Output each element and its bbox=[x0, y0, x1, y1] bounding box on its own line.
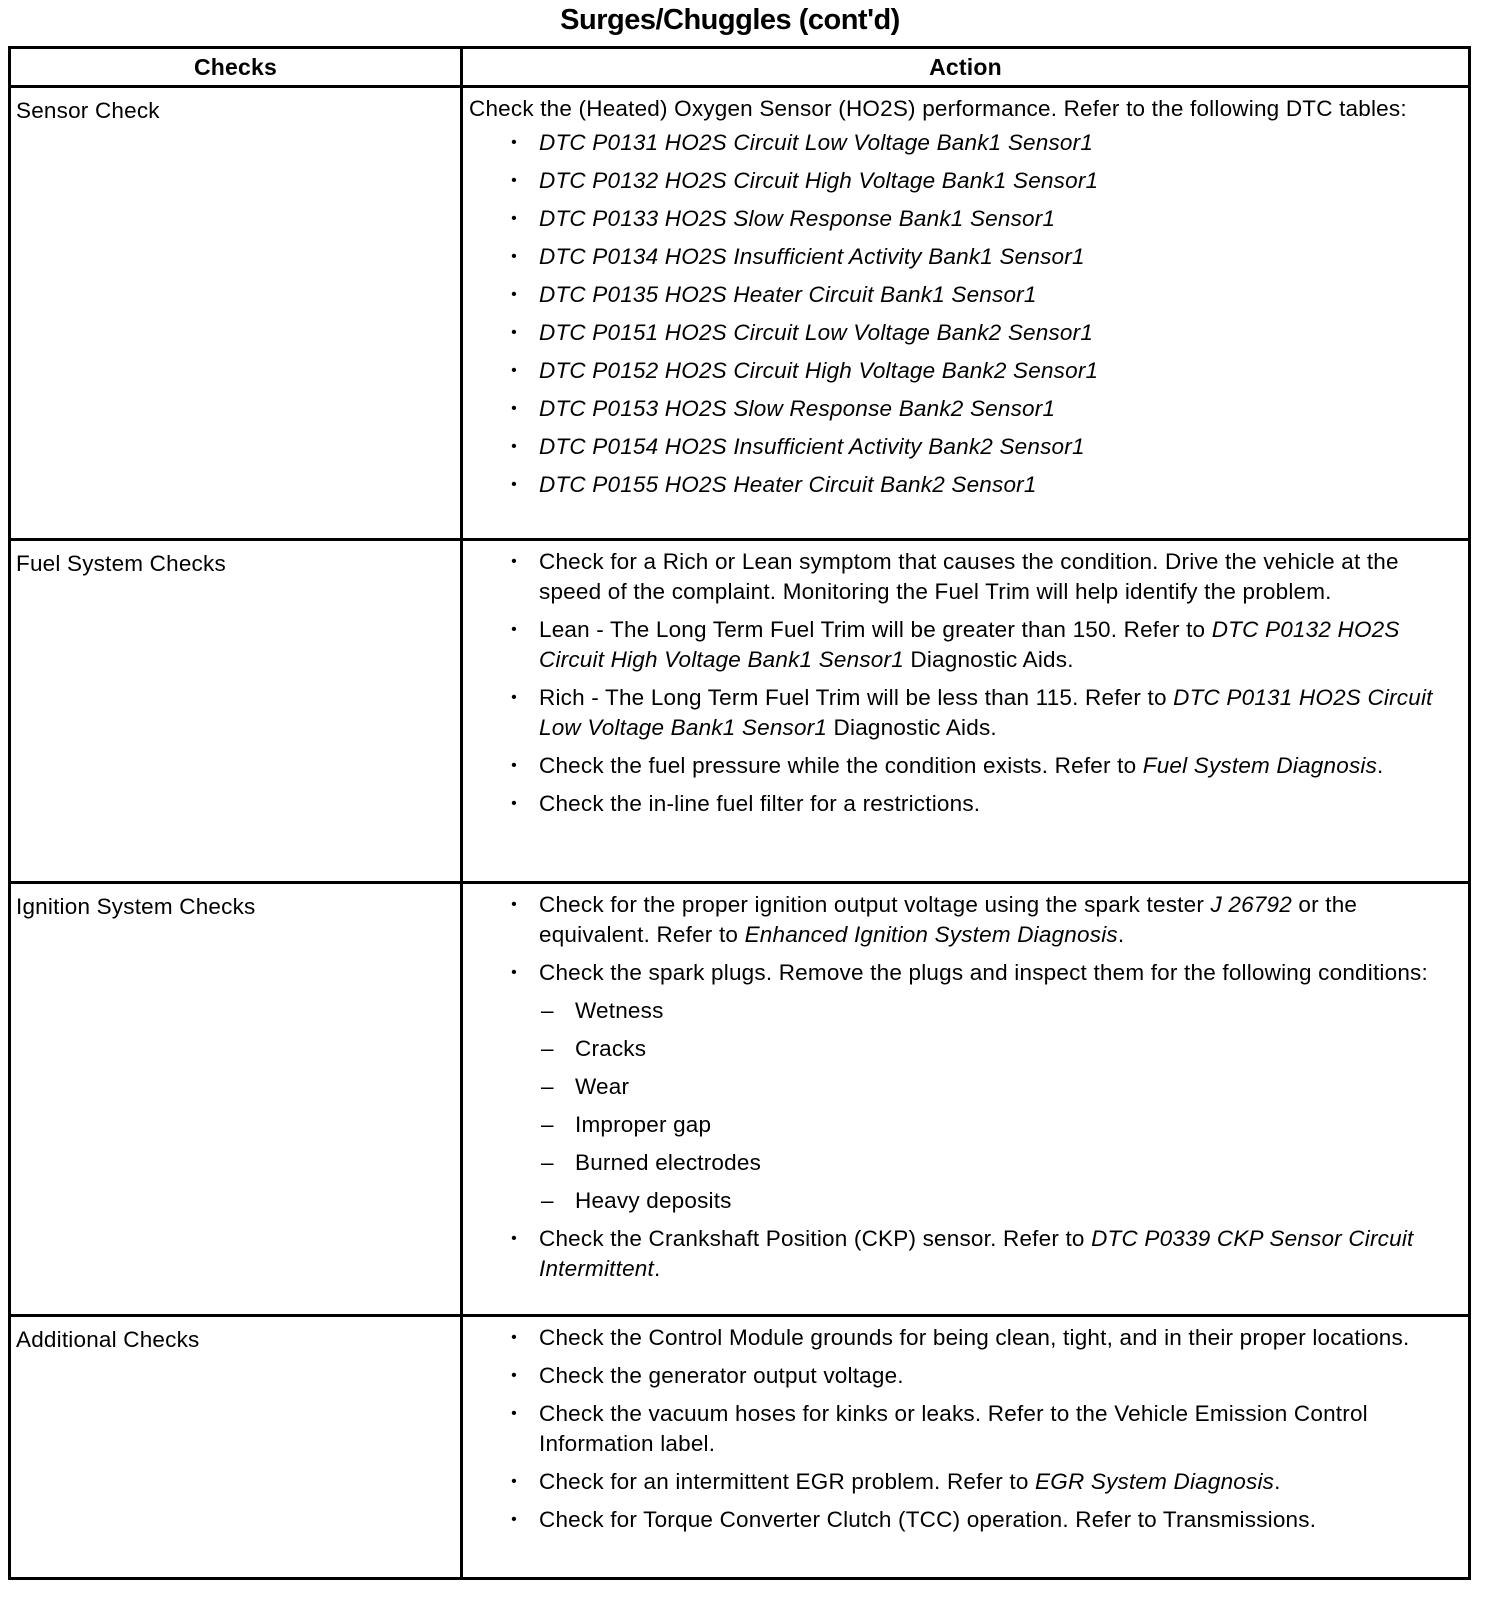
page-title: Surges/Chuggles (cont'd) bbox=[560, 4, 900, 36]
action-text: Check the spark plugs. Remove the plugs and inspect them for the following conditions: bbox=[539, 960, 1428, 985]
action-text-after: Diagnostic Aids. bbox=[827, 715, 997, 740]
bullet-icon: • bbox=[511, 400, 517, 417]
action-text: Check for an intermittent EGR problem. Refer to bbox=[539, 1469, 1036, 1494]
condition-list bbox=[539, 996, 1460, 1216]
bullet-icon: • bbox=[511, 1367, 517, 1384]
action-list bbox=[469, 1323, 1460, 1535]
list-item bbox=[507, 318, 1460, 348]
table-row-sensor-check bbox=[10, 87, 1470, 540]
list-item bbox=[507, 751, 1460, 781]
condition-text: Cracks bbox=[575, 1036, 647, 1061]
tool-reference: J 26792 bbox=[1210, 892, 1292, 917]
dtc-reference: DTC P0154 HO2S Insufficient Activity Bank2 Sensor1 bbox=[539, 434, 1085, 459]
dtc-list bbox=[469, 128, 1460, 500]
list-item bbox=[507, 789, 1460, 819]
list-item bbox=[507, 1399, 1460, 1459]
bullet-icon: • bbox=[511, 795, 517, 812]
action-text-after: . bbox=[1117, 922, 1125, 947]
action-text: Check the vacuum hoses for kinks or leaks. Refer to the Vehicle Emission Control Information label. bbox=[539, 1401, 1368, 1456]
action-text: Check the fuel pressure while the condition exists. Refer to bbox=[539, 753, 1143, 778]
table-header-row bbox=[10, 48, 1470, 87]
bullet-icon: • bbox=[511, 134, 517, 151]
list-item bbox=[507, 683, 1460, 743]
condition-text: Wetness bbox=[575, 998, 664, 1023]
bullet-icon: • bbox=[511, 1230, 517, 1247]
condition-item bbox=[539, 996, 1460, 1026]
list-item bbox=[507, 958, 1460, 1216]
check-name: Additional Checks bbox=[10, 1316, 462, 1579]
action-text-after: or the equivalent. Refer to bbox=[539, 892, 1358, 947]
checks-table bbox=[8, 46, 1471, 1580]
condition-text: Burned electrodes bbox=[575, 1150, 762, 1175]
bullet-icon: • bbox=[511, 1473, 517, 1490]
list-item bbox=[507, 1467, 1460, 1497]
dash-icon: – bbox=[541, 1112, 554, 1137]
list-item bbox=[507, 1505, 1460, 1535]
action-text-after: . bbox=[1274, 1469, 1281, 1494]
action-text: Check the generator output voltage. bbox=[539, 1363, 904, 1388]
bullet-icon: • bbox=[511, 362, 517, 379]
bullet-icon: • bbox=[511, 621, 517, 638]
list-item bbox=[507, 128, 1460, 158]
dash-icon: – bbox=[541, 1150, 554, 1175]
condition-item bbox=[539, 1148, 1460, 1178]
action-list bbox=[469, 547, 1460, 819]
bullet-icon: • bbox=[511, 438, 517, 455]
action-text: Lean - The Long Term Fuel Trim will be greater than 150. Refer to bbox=[539, 617, 1212, 642]
section-reference: Fuel System Diagnosis bbox=[1142, 753, 1378, 778]
bullet-icon: • bbox=[511, 1405, 517, 1422]
section-reference: Enhanced Ignition System Diagnosis bbox=[744, 922, 1118, 947]
list-item bbox=[507, 204, 1460, 234]
action-text: Check the in-line fuel filter for a restrictions. bbox=[539, 791, 981, 816]
action-cell bbox=[462, 87, 1470, 540]
dtc-reference: DTC P0134 HO2S Insufficient Activity Bank1 Sensor1 bbox=[539, 244, 1085, 269]
bullet-icon: • bbox=[511, 324, 517, 341]
dash-icon: – bbox=[541, 1188, 554, 1213]
bullet-icon: • bbox=[511, 1511, 517, 1528]
check-name: Fuel System Checks bbox=[10, 540, 462, 883]
action-cell bbox=[462, 883, 1470, 1316]
dtc-reference: DTC P0133 HO2S Slow Response Bank1 Sensor1 bbox=[539, 206, 1056, 231]
action-text-after: . bbox=[1377, 753, 1384, 778]
list-item bbox=[507, 1361, 1460, 1391]
list-item bbox=[507, 1224, 1460, 1284]
action-text-after: . bbox=[653, 1256, 661, 1281]
list-item bbox=[507, 470, 1460, 500]
list-item bbox=[507, 432, 1460, 462]
list-item bbox=[507, 615, 1460, 675]
header-checks: Checks bbox=[10, 48, 462, 87]
condition-item bbox=[539, 1110, 1460, 1140]
list-item bbox=[507, 394, 1460, 424]
action-text: Check for a Rich or Lean symptom that causes the condition. Drive the vehicle at the speed of the complaint. Monitoring the Fuel Trim will help identify the problem. bbox=[539, 549, 1399, 604]
bullet-icon: • bbox=[511, 172, 517, 189]
action-cell bbox=[462, 1316, 1470, 1579]
list-item bbox=[507, 242, 1460, 272]
condition-text: Wear bbox=[575, 1074, 630, 1099]
dash-icon: – bbox=[541, 1074, 554, 1099]
section-reference: EGR System Diagnosis bbox=[1035, 1469, 1275, 1494]
list-item bbox=[507, 280, 1460, 310]
bullet-icon: • bbox=[511, 476, 517, 493]
dtc-reference: DTC P0132 HO2S Circuit High Voltage Bank1 Sensor1 bbox=[539, 617, 1400, 672]
action-text-after: Diagnostic Aids. bbox=[903, 647, 1074, 672]
dash-icon: – bbox=[541, 998, 554, 1023]
header-action: Action bbox=[462, 48, 1470, 87]
dtc-reference: DTC P0153 HO2S Slow Response Bank2 Sensor1 bbox=[539, 396, 1056, 421]
action-cell bbox=[462, 540, 1470, 883]
action-intro: Check the (Heated) Oxygen Sensor (HO2S) performance. Refer to the following DTC tables: bbox=[469, 96, 1407, 121]
dtc-reference: DTC P0131 HO2S Circuit Low Voltage Bank1 Sensor1 bbox=[539, 685, 1433, 740]
list-item bbox=[507, 1323, 1460, 1353]
list-item bbox=[507, 166, 1460, 196]
bullet-icon: • bbox=[511, 896, 517, 913]
action-text: Check the Control Module grounds for being clean, tight, and in their proper locations. bbox=[539, 1325, 1410, 1350]
action-list bbox=[469, 890, 1460, 1284]
bullet-icon: • bbox=[511, 757, 517, 774]
condition-text: Heavy deposits bbox=[575, 1188, 732, 1213]
bullet-icon: • bbox=[511, 248, 517, 265]
dtc-reference: DTC P0339 CKP Sensor Circuit Intermittent bbox=[539, 1226, 1414, 1281]
dtc-reference: DTC P0151 HO2S Circuit Low Voltage Bank2 Sensor1 bbox=[539, 320, 1094, 345]
bullet-icon: • bbox=[511, 210, 517, 227]
check-name: Ignition System Checks bbox=[10, 883, 462, 1316]
dtc-reference: DTC P0131 HO2S Circuit Low Voltage Bank1 Sensor1 bbox=[539, 130, 1094, 155]
action-text: Rich - The Long Term Fuel Trim will be less than 115. Refer to bbox=[539, 685, 1174, 710]
condition-item bbox=[539, 1186, 1460, 1216]
dtc-reference: DTC P0155 HO2S Heater Circuit Bank2 Sensor1 bbox=[539, 472, 1037, 497]
list-item bbox=[507, 547, 1460, 607]
action-text: Check the Crankshaft Position (CKP) sensor. Refer to bbox=[539, 1226, 1092, 1251]
check-name: Sensor Check bbox=[10, 87, 462, 540]
table-row-ignition-system-checks bbox=[10, 883, 1470, 1316]
condition-item bbox=[539, 1072, 1460, 1102]
bullet-icon: • bbox=[511, 964, 517, 981]
condition-item bbox=[539, 1034, 1460, 1064]
action-text: Check for the proper ignition output voltage using the spark tester bbox=[539, 892, 1211, 917]
dtc-reference: DTC P0132 HO2S Circuit High Voltage Bank1 Sensor1 bbox=[539, 168, 1099, 193]
condition-text: Improper gap bbox=[575, 1112, 712, 1137]
bullet-icon: • bbox=[511, 553, 517, 570]
action-text: Check for Torque Converter Clutch (TCC) operation. Refer to Transmissions. bbox=[539, 1507, 1317, 1532]
table-row-fuel-system-checks bbox=[10, 540, 1470, 883]
dtc-reference: DTC P0152 HO2S Circuit High Voltage Bank2 Sensor1 bbox=[539, 358, 1099, 383]
bullet-icon: • bbox=[511, 286, 517, 303]
list-item bbox=[507, 356, 1460, 386]
dash-icon: – bbox=[541, 1036, 554, 1061]
bullet-icon: • bbox=[511, 689, 517, 706]
dtc-reference: DTC P0135 HO2S Heater Circuit Bank1 Sensor1 bbox=[539, 282, 1037, 307]
bullet-icon: • bbox=[511, 1329, 517, 1346]
list-item bbox=[507, 890, 1460, 950]
table-row-additional-checks bbox=[10, 1316, 1470, 1579]
